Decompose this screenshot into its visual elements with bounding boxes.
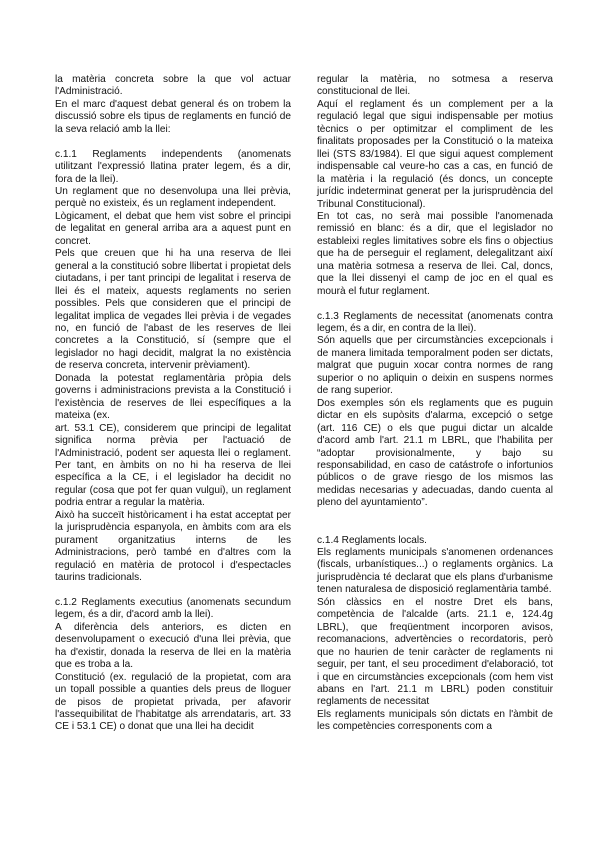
paragraph: Els reglaments municipals són dictats en l'àmbit de les competències corresponents com a xyxy=(317,708,553,733)
paragraph: Dos exemples són els reglaments que es puguin dictar en els supòsits d'alarma, excepció o setge (art. 116 CE) o els que pugui dictar un alcalde d'acord amb l'art. 21.1 m LBRL, que l'habilita per “adoptar provisionalmente, y bajo su responsabilidad, en caso de catástrofe o infortunios públicos o de grave riesgo de los mismos las medidas necesarias y adecuadas, dando cuenta al pleno del ayuntamiento”. xyxy=(317,397,553,509)
paragraph: Pels que creuen que hi ha una reserva de llei general a la constitució sobre llibertat i propietat dels ciutadans, i per tant principi de legalitat i reserva de llei és el mateix, aquests reglaments no serien possibles. Pels que consideren que el principi de legalitat implica de vegades llei prèvia i de vegades no, en funció de l'abast de les reserves de llei concretes a la Constitució, sí (sempre que el legislador no hagi decidit, malgrat la no existència de reserva concreta, intervenir prèviament). xyxy=(55,248,291,372)
paragraph: art. 53.1 CE), considerem que principi de legalitat significa norma prèvia per l'actuació de l'Administració, podent ser aquesta llei o reglament. Per tant, en àmbits on no hi ha reserva de llei específica a la CE, i el legislador ha decidit no regular (cosa que pot fer quan vulgui), un reglament podria entrar a regular la matèria. xyxy=(55,422,291,509)
paragraph: Un reglament que no desenvolupa una llei prèvia, perquè no existeix, és un reglament independent. xyxy=(55,186,291,210)
paragraph: En tot cas, no serà mai possible l'anomenada remissió en blanc: és a dir, que el legislador no estableixi regles limitatives sobre els fins o objectius que ha de perseguir el reglament, delegalitzant així una matèria sotmesa a reserva de llei. Cal, doncs, que la llei dissenyi el camp de joc en el qual es mourà el futur reglament. xyxy=(317,210,553,297)
paragraph-gap xyxy=(317,510,553,522)
paragraph-gap xyxy=(317,522,553,534)
section-heading-c1-1: c.1.1 Reglaments independents (anomenats utilitzant l'expressió llatina prater legem, és a dir, fora de la llei). xyxy=(55,148,291,185)
paragraph: En el marc d'aquest debat general és on trobem la discussió sobre els tipus de reglaments en funció de la seva relació amb la llei: xyxy=(55,98,291,135)
section-heading-c1-3: c.1.3 Reglaments de necessitat (anomenats contra legem, és a dir, en contra de la llei). xyxy=(317,310,553,334)
section-heading-c1-2: c.1.2 Reglaments executius (anomenats secundum legem, és a dir, d'acord amb la llei). xyxy=(55,596,291,621)
paragraph-gap xyxy=(55,585,291,597)
paragraph: la matèria concreta sobre la que vol actuar l'Administració. xyxy=(55,74,291,98)
paragraph-gap xyxy=(55,136,291,148)
paragraph: Constitució (ex. regulació de la propietat, com ara un topall possible a quanties dels preus de lloguer de pisos de propietat privada, per afavorir l'assequibilitat de l'habitatge als arrendataris, art. 33 CE i 53.1 CE) o donat que una llei ha decidit xyxy=(55,671,291,733)
paragraph: Aquí el reglament és un complement per a la regulació legal que sigui indispensable per motius tècnics o per optimitzar el compliment de les finalitats proposades per la Constitució o la mateixa llei (STS 83/1984). El que sigui aquest complement indispensable cal veure-ho cas a cas, en funció de la matèria i la regulació (és doncs, un concepte jurídic indeterminat generat per la jurisprudència del Tribunal Constitucional). xyxy=(317,98,553,210)
paragraph: Això ha succeït històricament i ha estat acceptat per la jurisprudència espanyola, en àmbits com ara els purament organitzatius interns de les Administracions, però també en d'altres com la regulació en matèria de protocol i d'espectacles taurins tradicionals. xyxy=(55,509,291,584)
paragraph: regular la matèria, no sotmesa a reserva constitucional de llei. xyxy=(317,74,553,98)
paragraph: Lògicament, el debat que hem vist sobre el principi de legalitat en general arriba ara a aquest punt en concret. xyxy=(55,210,291,247)
paragraph: A diferència dels anteriors, es dicten en desenvolupament o execució d'una llei prèvia, que ha d'existir, donada la reserva de llei en la matèria que es troba a la. xyxy=(55,621,291,671)
paragraph: Són clàssics en el nostre Dret els bans, competència de l'alcalde (arts. 21.1 e, 124.4g LBRL), que freqüentment incorporen avisos, recomanacions, advertències o recordatoris, però que no haurien de tenir caràcter de reglaments ni seguir, per tant, el seu procediment d'elaboració, tot i que en circumstàncies excepcionals (com hem vist abans en l'art. 21.1 m LBRL) poden constituir reglaments de necessitat xyxy=(317,596,553,708)
paragraph: Són aquells que per circumstàncies excepcionals i de manera limitada temporalment poden ser dictats, malgrat que puguin xocar contra normes de rang superior o no apliquin o deixin en suspens normes de rang superior. xyxy=(317,335,553,397)
right-column xyxy=(317,74,553,734)
paragraph: Els reglaments municipals s'anomenen ordenances (fiscals, urbanístiques...) o reglaments orgànics. La jurisprudència té declarat que els plans d'urbanisme tenen naturalesa de disposició reglamentària també. xyxy=(317,547,553,596)
paragraph: Donada la potestat reglamentària pròpia dels governs i administracions prevista a la Constitució i l'existència de reserves de llei específiques a la mateixa (ex. xyxy=(55,372,291,422)
left-column xyxy=(55,74,291,734)
section-heading-c1-4: c.1.4 Reglaments locals. xyxy=(317,534,427,546)
paragraph-gap xyxy=(317,298,553,310)
